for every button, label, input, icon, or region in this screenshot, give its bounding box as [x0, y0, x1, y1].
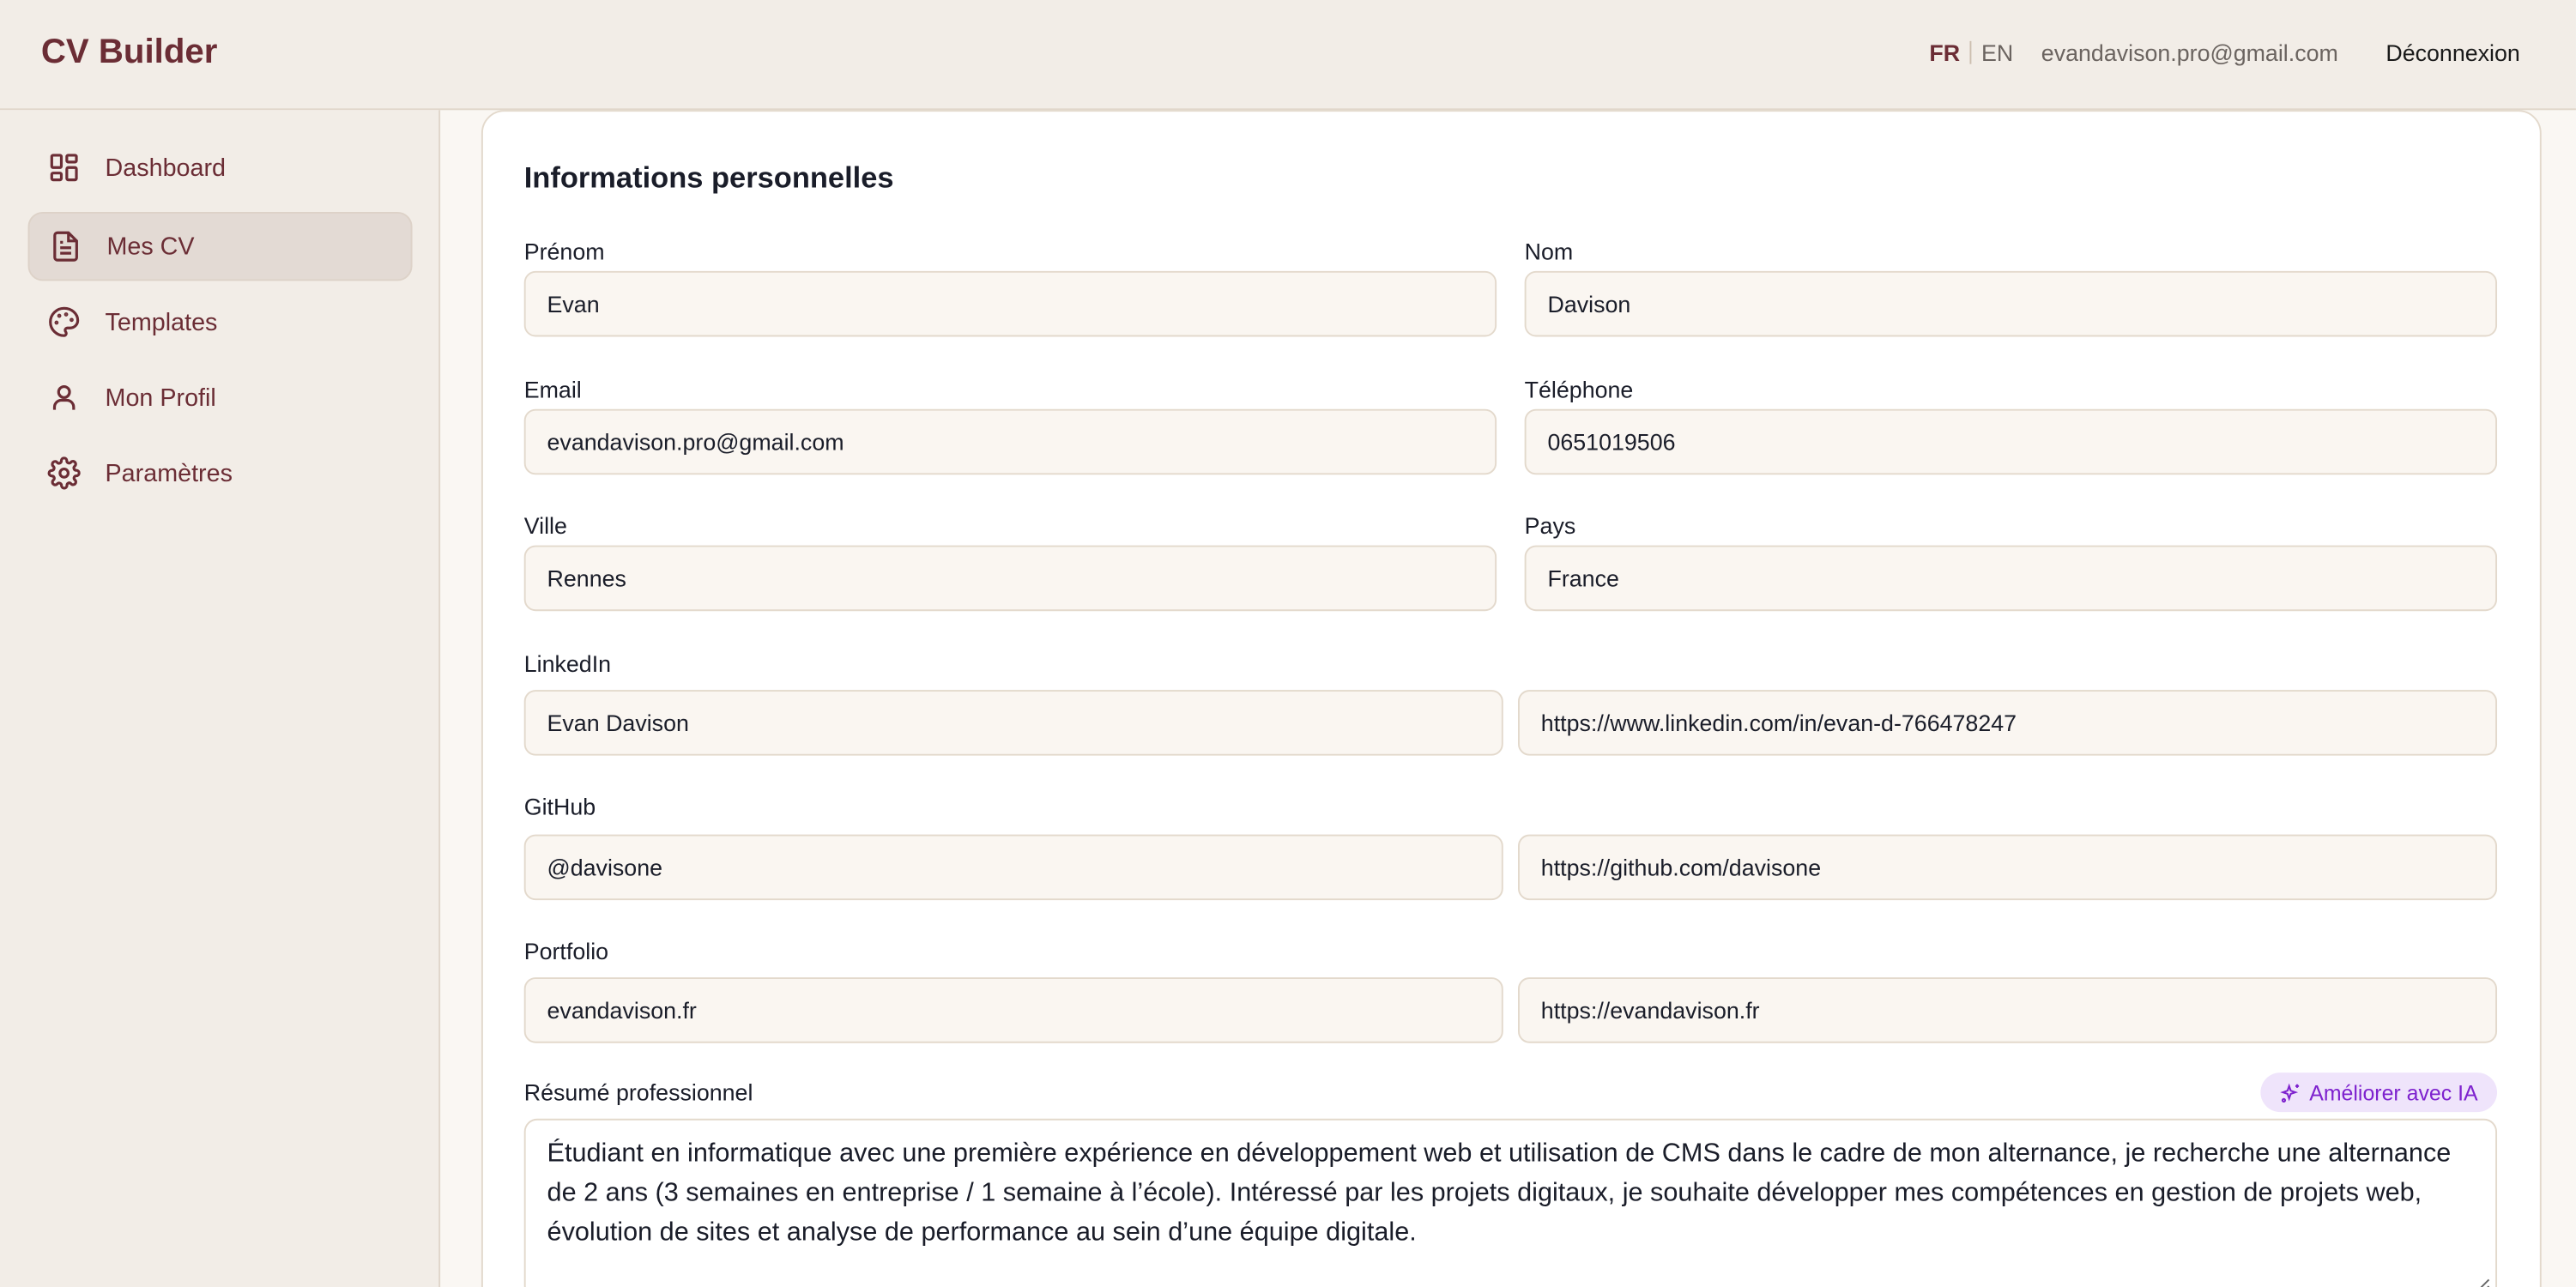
portfolio-url-input[interactable]: https://evandavison.fr	[1518, 977, 2497, 1043]
lang-divider	[1970, 41, 1972, 64]
city-input[interactable]: Rennes	[524, 546, 1497, 612]
sidebar-item-settings[interactable]	[28, 440, 409, 506]
personal-info-card	[481, 110, 2542, 1287]
sidebar-item-templates[interactable]	[28, 289, 409, 355]
linkedin-url-input[interactable]: https://www.linkedin.com/in/evan-d-766478247	[1518, 690, 2497, 756]
phone-input[interactable]: 0651019506	[1525, 409, 2497, 475]
country-label: Pays	[1524, 512, 1576, 539]
sparkles-icon	[2280, 1082, 2301, 1103]
github-url-input[interactable]: https://github.com/davisone	[1518, 835, 2497, 901]
sidebar-item-label: Dashboard	[105, 154, 227, 182]
sidebar-item-label: Templates	[105, 307, 218, 336]
summary-label: Résumé professionnel	[523, 1079, 753, 1106]
email-input[interactable]: evandavison.pro@gmail.com	[524, 409, 1497, 475]
summary-text: Étudiant en informatique avec une première expérience en développement web et utilisation de CMS dans le cadre de mon alternance, je recherche une alternance de 2 ans (3 semaines en entreprise / 1 semaine à l’école). Intéressé par les projets digitaux, je souhaite développer mes compétences en gestion de projets web, évolution de sites et analyse de performance au sein d’une équipe digitale.	[547, 1139, 2452, 1248]
last-name-label: Nom	[1524, 238, 1574, 265]
section-title: Informations personnelles	[523, 160, 894, 194]
portfolio-label: Portfolio	[523, 938, 609, 964]
resize-handle-icon[interactable]	[2474, 1277, 2490, 1287]
app-logo[interactable]: CV Builder	[40, 33, 218, 71]
summary-textarea[interactable]	[524, 1119, 2497, 1287]
sidebar-item-label: Mes CV	[106, 232, 195, 261]
sidebar-item-label: Paramètres	[105, 459, 233, 487]
sidebar-item-dashboard[interactable]	[28, 135, 409, 201]
country-input[interactable]: France	[1525, 546, 2497, 612]
gear-icon	[48, 456, 81, 489]
sidebar-item-mes-cv[interactable]	[28, 212, 413, 281]
lang-en-button[interactable]: EN	[1981, 39, 2014, 66]
first-name-label: Prénom	[523, 238, 605, 265]
logout-button[interactable]: Déconnexion	[2386, 39, 2520, 66]
phone-label: Téléphone	[1524, 376, 1634, 403]
user-icon	[48, 381, 81, 414]
sidebar-item-label: Mon Profil	[105, 384, 216, 412]
dashboard-icon	[48, 151, 81, 184]
improve-with-ai-button[interactable]	[2260, 1072, 2497, 1112]
last-name-input[interactable]: Davison	[1525, 271, 2497, 337]
sidebar-item-profile[interactable]	[28, 365, 409, 431]
first-name-input[interactable]: Evan	[524, 271, 1497, 337]
top-header	[0, 0, 2576, 110]
lang-fr-button[interactable]: FR	[1929, 39, 1961, 66]
portfolio-name-input[interactable]: evandavison.fr	[524, 977, 1503, 1043]
email-label: Email	[523, 376, 582, 403]
linkedin-name-input[interactable]: Evan Davison	[524, 690, 1503, 756]
document-icon	[49, 230, 82, 263]
linkedin-label: LinkedIn	[523, 650, 612, 677]
user-email: evandavison.pro@gmail.com	[2041, 39, 2338, 66]
palette-icon	[48, 305, 81, 338]
github-name-input[interactable]: @davisone	[524, 835, 1503, 901]
sidebar	[0, 110, 440, 1287]
github-label: GitHub	[523, 793, 596, 820]
ai-button-label: Améliorer avec IA	[2309, 1079, 2478, 1105]
city-label: Ville	[523, 512, 567, 539]
